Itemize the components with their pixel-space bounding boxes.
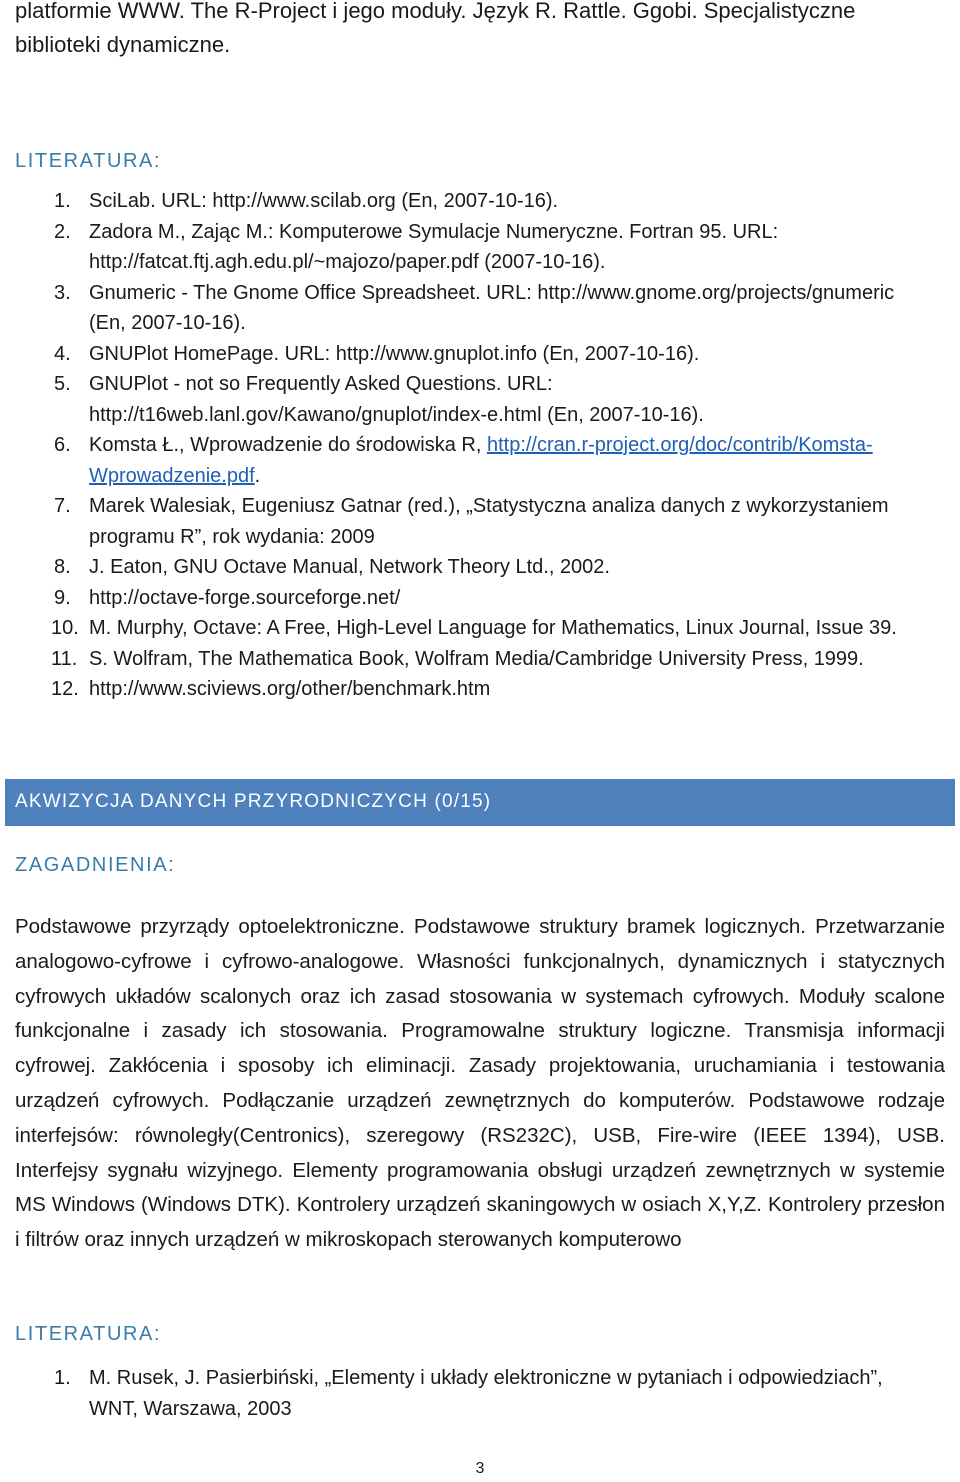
- reference-number: 10.: [51, 617, 79, 639]
- reference-text: J. Eaton, GNU Octave Manual, Network Theory Ltd., 2002.: [89, 556, 610, 578]
- reference-text: http://octave-forge.sourceforge.net/: [89, 586, 401, 609]
- reference-text-after-link: .: [254, 464, 261, 487]
- reference-number: 7.: [54, 495, 71, 517]
- section-banner-title: AKWIZYCJA DANYCH PRZYRODNICZYCH (0/15): [15, 791, 492, 812]
- reference-text: Gnumeric - The Gnome Office Spreadsheet. URL: http://www.gnome.org/projects/gnumeric (En, 2007-10-16).: [89, 281, 895, 334]
- reference-text: Zadora M., Zając M.: Komputerowe Symulacje Numeryczne. Fortran 95. URL: http://fatcat.ftj.agh.edu.pl/~majozo/paper.pdf (2007-10-16).: [89, 220, 779, 273]
- literature-heading-1: LITERATURA:: [15, 150, 162, 172]
- reference-item: [0, 552, 930, 583]
- reference-number: 3.: [54, 281, 71, 304]
- reference-number: 6.: [54, 434, 71, 456]
- reference-text: M. Rusek, J. Pasierbiński, „Elementy i układy elektroniczne w pytaniach i odpowiedziach”, WNT, Warszawa, 2003: [89, 1367, 883, 1420]
- reference-number: 1.: [54, 190, 71, 212]
- page-number: 3: [475, 1460, 485, 1477]
- reference-item: [0, 1363, 930, 1424]
- reference-item: [0, 339, 930, 370]
- reference-item: [0, 583, 930, 614]
- references-list-1: [0, 186, 930, 705]
- reference-text: S. Wolfram, The Mathematica Book, Wolfram Media/Cambridge University Press, 1999.: [89, 647, 864, 670]
- reference-item: [0, 278, 930, 339]
- reference-item: [0, 644, 930, 675]
- reference-number: 9.: [54, 586, 71, 609]
- reference-number: 8.: [54, 556, 71, 578]
- reference-number: 12.: [51, 678, 79, 700]
- komsta-pdf-link[interactable]: http://cran.r-project.org/doc/contrib/Komsta-Wprowadzenie.pdf: [89, 434, 873, 487]
- reference-text: M. Murphy, Octave: A Free, High-Level Language for Mathematics, Linux Journal, Issue 39.: [89, 617, 897, 639]
- section-banner: [5, 779, 955, 826]
- reference-item: [0, 613, 930, 644]
- reference-number: 1.: [54, 1367, 71, 1389]
- reference-number: 5.: [54, 373, 71, 395]
- references-list-2: [0, 1363, 930, 1424]
- reference-text: GNUPlot - not so Frequently Asked Questions. URL: http://t16web.lanl.gov/Kawano/gnuplot/index-e.html (En, 2007-10-16).: [89, 373, 704, 426]
- reference-text: Marek Walesiak, Eugeniusz Gatnar (red.), „Statystyczna analiza danych z wykorzystaniem programu R”, rok wydania: 2009: [89, 495, 889, 548]
- topics-paragraph: Podstawowe przyrządy optoelektroniczne. Podstawowe struktury bramek logicznych. Przetwarzanie analogowo-cyfrowe i cyfrowo-analogowe. Własności funkcjonalnych, dynamicznych i statycznych cyfrowych układów scalonych oraz ich zasad stosowania w systemach cyfrowych. Moduły scalone funkcjonalne i zasady ich stosowania. Programowalne struktury logiczne. Transmisja informacji cyfrowej. Zakłócenia i sposoby ich eliminacji. Zasady projektowania, uruchamiania i testowania urządzeń cyfrowych. Podłączanie urządzeń zewnętrznych do komputerów. Podstawowe rodzaje interfejsów: równoległy(Centronics), szeregowy (RS232C), USB, Fire-wire (IEEE 1394), USB. Interfejsy sygnału wizyjnego. Elementy programowania obsługi urządzeń zewnętrznych w systemie MS Windows (Windows DTK). Kontrolery urządzeń skaningowych w osiach X,Y,Z. Kontrolery przesłon i filtrów oraz innych urządzeń w mikroskopach sterowanych komputerowo: [15, 915, 945, 1252]
- reference-item: [0, 217, 930, 278]
- topics-heading: ZAGADNIENIA:: [15, 854, 176, 876]
- reference-text: SciLab. URL: http://www.scilab.org (En, 2007-10-16).: [89, 190, 559, 212]
- reference-number: 2.: [54, 220, 71, 243]
- literature-heading-2: LITERATURA:: [15, 1323, 162, 1345]
- reference-item: [0, 369, 930, 430]
- reference-item: [0, 674, 930, 705]
- reference-item: [0, 186, 930, 217]
- reference-number: 11.: [51, 647, 78, 670]
- reference-text: http://www.sciviews.org/other/benchmark.htm: [89, 678, 491, 700]
- reference-text: GNUPlot HomePage. URL: http://www.gnuplot.info (En, 2007-10-16).: [89, 342, 700, 365]
- reference-number: 4.: [54, 342, 71, 365]
- reference-item: [0, 430, 930, 491]
- reference-item: [0, 491, 930, 552]
- intro-paragraph: platformie WWW. The R-Project i jego moduły. Język R. Rattle. Ggobi. Specjalistyczne biblioteki dynamiczne.: [15, 0, 856, 57]
- reference-text-before-link: Komsta Ł., Wprowadzenie do środowiska R,: [89, 434, 487, 456]
